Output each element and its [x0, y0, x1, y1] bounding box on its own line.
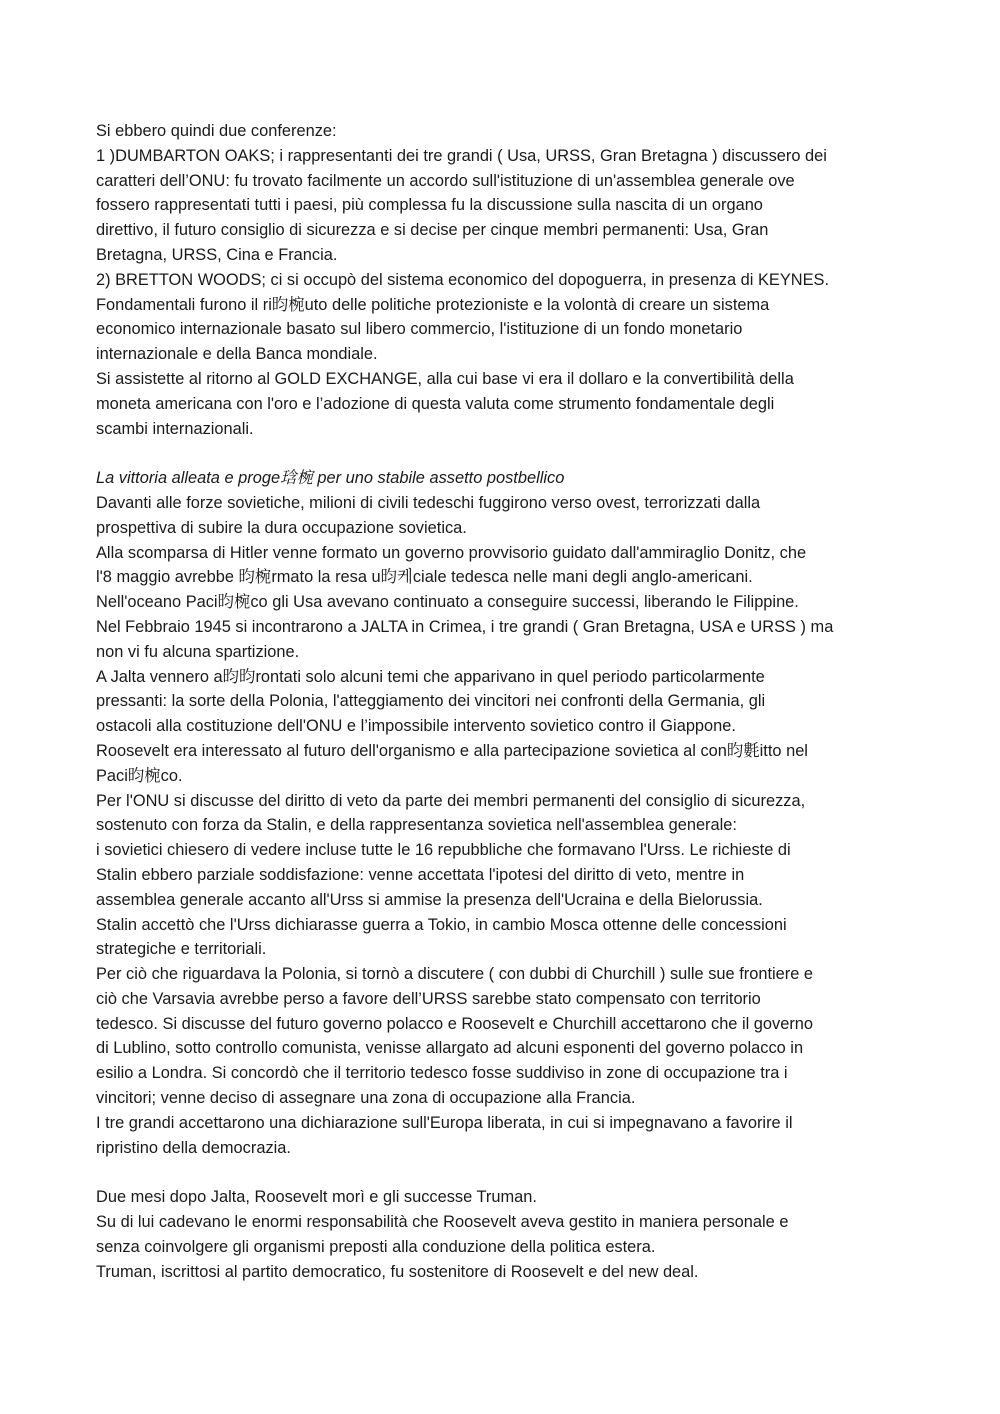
text-line: Su di lui cadevano le enormi responsabilità che Roosevelt aveva gestito in maniera personale e — [96, 1213, 789, 1232]
text-line: Roosevelt era interessato al futuro dell'organismo e alla partecipazione sovietica al con昀氀itto nel — [96, 741, 808, 760]
text-line: non vi fu alcuna spartizione. — [96, 642, 300, 661]
text-line: esilio a Londra. Si concordò che il territorio tedesco fosse suddiviso in zone di occupazione tra i — [96, 1064, 788, 1083]
text-line: pressanti: la sorte della Polonia, l'atteggiamento dei vincitori nei confronti della Germania, gli — [96, 692, 766, 711]
text-line: vincitori; venne deciso di assegnare una zona di occupazione alla Francia. — [96, 1089, 636, 1108]
text-line: economico internazionale basato sul libero commercio, l'istituzione di un fondo monetario — [96, 320, 743, 339]
text-line: Fondamentali furono il ri昀椀uto delle politiche protezioniste e la volontà di creare un sistema — [96, 295, 770, 314]
text-line: di Lublino, sotto controllo comunista, venisse allargato ad alcuni esponenti del governo polacco in — [96, 1039, 804, 1058]
text-line: 1 )DUMBARTON OAKS; i rappresentanti dei tre grandi ( Usa, URSS, Gran Bretagna ) discussero dei — [96, 146, 827, 165]
text-line: fossero rappresentati tutti i paesi, più complessa fu la discussione sulla nascita di un organo — [96, 196, 763, 215]
text-line: Bretagna, URSS, Cina e Francia. — [96, 245, 338, 264]
text-line: I tre grandi accettarono una dichiarazione sull'Europa liberata, in cui si impegnavano a favorire il — [96, 1113, 793, 1132]
text-line: ostacoli alla costituzione dell'ONU e l’impossibile intervento sovietico contro il Giappone. — [96, 717, 736, 736]
text-line: internazionale e della Banca mondiale. — [96, 345, 378, 364]
paragraph-conferences — [96, 119, 916, 441]
text-line: 2) BRETTON WOODS; ci si occupò del sistema economico del dopoguerra, in presenza di KEYNES. — [96, 270, 830, 289]
text-line: Stalin accettò che l'Urss dichiarasse guerra a Tokio, in cambio Mosca ottenne delle concessioni — [96, 915, 787, 934]
text-line: moneta americana con l'oro e l’adozione di questa valuta come strumento fondamentale degli — [96, 394, 775, 413]
text-line: Per ciò che riguardava la Polonia, si tornò a discutere ( con dubbi di Churchill ) sulle sue frontiere e — [96, 965, 814, 984]
section-allied-victory — [96, 466, 916, 1160]
text-line: Stalin ebbero parziale soddisfazione: venne accettata l'ipotesi del diritto di veto, mentre in — [96, 865, 745, 884]
text-line: Truman, iscrittosi al partito democratico, fu sostenitore di Roosevelt e del new deal. — [96, 1262, 699, 1281]
text-line: assemblea generale accanto all'Urss si ammise la presenza dell'Ucraina e della Bielorussia. — [96, 890, 763, 909]
text-line: Due mesi dopo Jalta, Roosevelt morì e gli successe Truman. — [96, 1188, 537, 1207]
text-line: senza coinvolgere gli organismi preposti alla conduzione della politica estera. — [96, 1237, 656, 1256]
text-line: caratteri dell’ONU: fu trovato facilmente un accordo sull'istituzione di un'assemblea generale ove — [96, 171, 795, 190]
text-line: i sovietici chiesero di vedere incluse tutte le 16 repubbliche che formavano l'Urss. Le richieste di — [96, 841, 791, 860]
text-line: l'8 maggio avrebbe 昀椀rmato la resa u昀케ciale tedesca nelle mani degli anglo-americani. — [96, 568, 753, 587]
text-line: ripristino della democrazia. — [96, 1138, 291, 1157]
text-line: Nel Febbraio 1945 si incontrarono a JALTA in Crimea, i tre grandi ( Gran Bretagna, USA e URSS ) ma — [96, 617, 834, 636]
text-line: sostenuto con forza da Stalin, e della rappresentanza sovietica nell'assemblea generale: — [96, 816, 737, 835]
text-line: Davanti alle forze sovietiche, milioni di civili tedeschi fuggirono verso ovest, terrorizzati dalla — [96, 493, 761, 512]
text-line: strategiche e territoriali. — [96, 940, 267, 959]
paragraph-truman — [96, 1185, 916, 1284]
paragraph-spacer — [96, 1160, 916, 1185]
paragraph-spacer — [96, 441, 916, 466]
text-line: ciò che Varsavia avrebbe perso a favore dell’URSS sarebbe stato compensato con territorio — [96, 989, 761, 1008]
text-line: Si ebbero quindi due conferenze: — [96, 122, 337, 140]
text-line: tedesco. Si discusse del futuro governo polacco e Roosevelt e Churchill accettarono che il governo — [96, 1014, 814, 1033]
section-heading: La vittoria alleata e proge琀椀 per uno stabile assetto postbellico — [96, 469, 565, 488]
text-line: prospettiva di subire la dura occupazione sovietica. — [96, 518, 467, 537]
text-line: Nell'oceano Paci昀椀co gli Usa avevano continuato a conseguire successi, liberando le Filippine. — [96, 593, 799, 612]
text-line: Paci昀椀co. — [96, 766, 183, 785]
document-page — [96, 119, 916, 1284]
text-line: Alla scomparsa di Hitler venne formato un governo provvisorio guidato dall'ammiraglio Donitz, che — [96, 543, 807, 562]
text-line: Per l'ONU si discusse del diritto di veto da parte dei membri permanenti del consiglio di sicurezza, — [96, 791, 806, 810]
text-line: direttivo, il futuro consiglio di sicurezza e si decise per cinque membri permanenti: Usa, Gran — [96, 221, 769, 240]
text-line: A Jalta vennero a昀昀rontati solo alcuni temi che apparivano in quel periodo particolarmente — [96, 667, 765, 686]
text-line: scambi internazionali. — [96, 419, 254, 438]
text-line: Si assistette al ritorno al GOLD EXCHANGE, alla cui base vi era il dollaro e la convertibilità della — [96, 369, 794, 388]
